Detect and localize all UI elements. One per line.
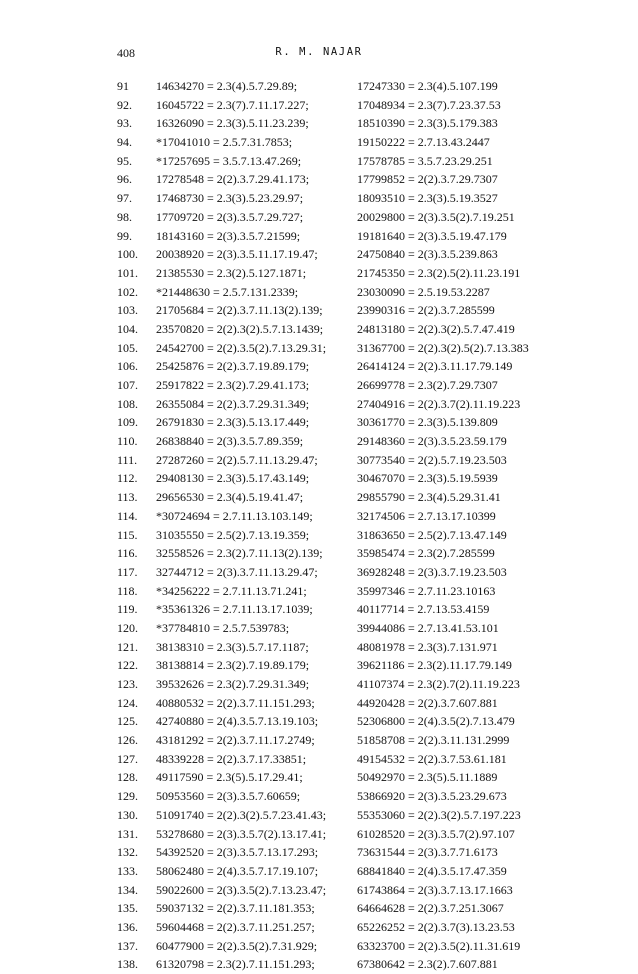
right-factorization: 44920428 = 2(2).3.7.607.881 <box>357 695 498 710</box>
table-row <box>0 787 638 806</box>
page-number: 408 <box>117 46 135 60</box>
table-row <box>0 227 638 246</box>
right-factorization: 61028520 = 2(3).3.5.7(2).97.107 <box>357 826 515 841</box>
row-number: 94. <box>117 135 132 150</box>
table-row <box>0 862 638 881</box>
row-number: 119. <box>117 602 138 617</box>
table-row <box>0 881 638 900</box>
right-factorization: 32174506 = 2.7.13.17.10399 <box>357 508 496 523</box>
table-row <box>0 712 638 731</box>
row-number: 115. <box>117 527 138 542</box>
left-factorization: 24542700 = 2(2).3.5(2).7.13.29.31; <box>156 340 327 355</box>
right-factorization: 18510390 = 2.3(3).5.179.383 <box>357 116 498 131</box>
table-row <box>0 675 638 694</box>
row-number: 107. <box>117 378 138 392</box>
table-row <box>0 918 638 937</box>
table-row <box>0 208 638 227</box>
left-factorization: 59022600 = 2(3).3.5(2).7.13.23.47; <box>156 882 327 897</box>
right-factorization: 51858708 = 2(2).3.11.131.2999 <box>357 733 510 748</box>
table-row <box>0 245 638 264</box>
left-factorization: 42740880 = 2(4).3.5.7.13.19.103; <box>156 714 319 729</box>
left-factorization: 16326090 = 2.3(3).5.11.23.239; <box>156 116 309 131</box>
left-factorization: *17257695 = 3.5.7.13.47.269; <box>156 153 302 168</box>
row-number: 120. <box>117 620 138 635</box>
right-factorization: 35985474 = 2.3(2).7.285599 <box>357 546 495 561</box>
table-row <box>0 114 638 133</box>
table-row <box>0 600 638 619</box>
right-factorization: 27404916 = 2(2).3.7(2).11.19.223 <box>357 396 521 411</box>
table-row <box>0 376 638 395</box>
left-factorization: 40880532 = 2(2).3.7.11.151.293; <box>156 695 315 710</box>
right-factorization: 21745350 = 2.3(2).5(2).11.23.191 <box>357 265 521 280</box>
table-row <box>0 432 638 451</box>
left-factorization: 32558526 = 2.3(2).7.11.13(2).139; <box>156 546 323 561</box>
table-row <box>0 731 638 750</box>
table-row <box>0 301 638 320</box>
left-factorization: 53278680 = 2(3).3.5.7(2).13.17.41; <box>156 826 327 841</box>
row-number: 111. <box>117 452 138 467</box>
table-row <box>0 544 638 563</box>
row-number: 95. <box>117 153 132 168</box>
left-factorization: 31035550 = 2.5(2).7.13.19.359; <box>156 527 310 542</box>
left-factorization: 29408130 = 2.3(3).5.17.43.149; <box>156 471 310 486</box>
table-row <box>0 750 638 769</box>
right-factorization: 30361770 = 2.3(3).5.139.809 <box>357 415 498 430</box>
row-number: 102. <box>117 284 138 299</box>
table-row <box>0 152 638 171</box>
right-factorization: 17578785 = 3.5.7.23.29.251 <box>357 153 493 168</box>
left-factorization: 61320798 = 2.3(2).7.11.151.293; <box>156 957 315 972</box>
row-number: 128. <box>117 770 138 785</box>
row-number: 109. <box>117 415 138 430</box>
left-factorization: 21705684 = 2(2).3.7.11.13(2).139; <box>156 303 323 318</box>
left-factorization: *35361326 = 2.7.11.13.17.1039; <box>156 602 313 617</box>
table-row <box>0 283 638 302</box>
table-row <box>0 619 638 638</box>
table-row <box>0 694 638 713</box>
table-row <box>0 189 638 208</box>
table-row <box>0 339 638 358</box>
table-row <box>0 357 638 376</box>
left-factorization: 21385530 = 2.3(2).5.127.1871; <box>156 265 307 280</box>
left-factorization: 29656530 = 2.3(4).5.19.41.47; <box>156 490 304 505</box>
right-factorization: 26414124 = 2(2).3.11.17.79.149 <box>357 359 513 374</box>
left-factorization: 58062480 = 2(4).3.5.7.17.19.107; <box>156 863 319 878</box>
right-factorization: 29148360 = 2(3).3.5.23.59.179 <box>357 434 507 449</box>
right-factorization: 65226252 = 2(2).3.7(3).13.23.53 <box>357 919 515 934</box>
row-number: 129. <box>117 789 138 804</box>
factorization-table <box>0 77 638 974</box>
right-factorization: 53866920 = 2(3).3.5.23.29.673 <box>357 789 507 804</box>
row-number: 132. <box>117 845 138 860</box>
left-factorization: 59037132 = 2(2).3.7.11.181.353; <box>156 901 315 916</box>
row-number: 126. <box>117 733 138 748</box>
row-number: 105. <box>117 340 138 355</box>
right-factorization: 17247330 = 2.3(4).5.107.199 <box>357 79 498 93</box>
right-factorization: 48081978 = 2.3(3).7.131.971 <box>357 639 498 654</box>
left-factorization: 39532626 = 2.3(2).7.29.31.349; <box>156 677 310 691</box>
right-factorization: 61743864 = 2(3).3.7.13.17.1663 <box>357 882 513 897</box>
right-factorization: 39621186 = 2.3(2).11.17.79.149 <box>357 658 512 673</box>
left-factorization: 38138310 = 2.3(3).5.7.17.1187; <box>156 639 309 654</box>
table-row <box>0 899 638 918</box>
row-number: 100. <box>117 247 138 262</box>
left-factorization: *21448630 = 2.5.7.131.2339; <box>156 284 299 299</box>
left-factorization: *37784810 = 2.5.7.539783; <box>156 620 290 635</box>
row-number: 96. <box>117 172 132 187</box>
right-factorization: 19181640 = 2(3).3.5.19.47.179 <box>357 228 507 243</box>
left-factorization: 60477900 = 2(2).3.5(2).7.31.929; <box>156 938 318 953</box>
row-number: 135. <box>117 901 138 916</box>
table-row <box>0 469 638 488</box>
right-factorization: 63323700 = 2(2).3.5(2).11.31.619 <box>357 938 521 953</box>
table-row <box>0 170 638 189</box>
row-number: 133. <box>117 863 138 878</box>
table-row <box>0 937 638 956</box>
right-factorization: 73631544 = 2(3).3.7.71.6173 <box>357 845 498 860</box>
row-number: 112. <box>117 471 138 486</box>
right-factorization: 36928248 = 2(3).3.7.19.23.503 <box>357 564 507 579</box>
left-factorization: 17468730 = 2.3(3).5.23.29.97; <box>156 191 304 206</box>
right-factorization: 40117714 = 2.7.13.53.4159 <box>357 602 490 617</box>
left-factorization: 26838840 = 2(3).3.5.7.89.359; <box>156 434 304 449</box>
left-factorization: 18143160 = 2(3).3.5.7.21599; <box>156 228 301 243</box>
left-factorization: 51091740 = 2(2).3(2).5.7.23.41.43; <box>156 807 327 822</box>
right-factorization: 20029800 = 2(3).3.5(2).7.19.251 <box>357 209 515 224</box>
left-factorization: 16045722 = 2.3(7).7.11.17.227; <box>156 97 309 112</box>
right-factorization: 64664628 = 2(2).3.7.251.3067 <box>357 901 504 916</box>
row-number: 116. <box>117 546 138 561</box>
left-factorization: 26791830 = 2.3(3).5.13.17.449; <box>156 415 310 430</box>
right-factorization: 67380642 = 2.3(2).7.607.881 <box>357 957 498 972</box>
left-factorization: 38138814 = 2.3(2).7.19.89.179; <box>156 658 310 673</box>
left-factorization: 17709720 = 2(3).3.5.7.29.727; <box>156 209 304 224</box>
row-number: 118. <box>117 583 138 598</box>
row-number: 137. <box>117 938 138 953</box>
table-row <box>0 96 638 115</box>
table-row <box>0 656 638 675</box>
right-factorization: 50492970 = 2.3(5).5.11.1889 <box>357 770 498 785</box>
right-factorization: 23990316 = 2(2).3.7.285599 <box>357 303 495 318</box>
table-row <box>0 768 638 787</box>
left-factorization: *17041010 = 2.5.7.31.7853; <box>156 135 293 150</box>
table-row <box>0 843 638 862</box>
table-row <box>0 507 638 526</box>
row-number: 99. <box>117 228 132 243</box>
right-factorization: 30773540 = 2(2).5.7.19.23.503 <box>357 452 507 467</box>
row-number: 113. <box>117 490 138 505</box>
left-factorization: 54392520 = 2(3).3.5.7.13.17.293; <box>156 845 319 860</box>
table-row <box>0 451 638 470</box>
right-factorization: 23030090 = 2.5.19.53.2287 <box>357 284 490 299</box>
row-number: 125. <box>117 714 138 729</box>
row-number: 134. <box>117 882 138 897</box>
table-row <box>0 77 638 96</box>
right-factorization: 30467070 = 2.3(3).5.19.5939 <box>357 471 498 486</box>
page-header <box>0 46 638 62</box>
left-factorization: 25425876 = 2(2).3.7.19.89.179; <box>156 359 310 374</box>
left-factorization: 26355084 = 2(2).3.7.29.31.349; <box>156 396 310 411</box>
right-factorization: 17048934 = 2.3(7).7.23.37.53 <box>357 97 501 112</box>
row-number: 122. <box>117 658 138 673</box>
row-number: 123. <box>117 677 138 691</box>
left-factorization: 25917822 = 2.3(2).7.29.41.173; <box>156 378 310 392</box>
left-factorization: 23570820 = 2(2).3(2).5.7.13.1439; <box>156 321 324 336</box>
table-row <box>0 582 638 601</box>
right-factorization: 68841840 = 2(4).3.5.17.47.359 <box>357 863 507 878</box>
table-row <box>0 955 638 974</box>
right-factorization: 24813180 = 2(2).3(2).5.7.47.419 <box>357 321 515 336</box>
row-number: 101. <box>117 265 138 280</box>
left-factorization: 14634270 = 2.3(4).5.7.29.89; <box>156 79 298 93</box>
row-number: 124. <box>117 695 138 710</box>
table-row <box>0 825 638 844</box>
right-factorization: 29855790 = 2.3(4).5.29.31.41 <box>357 490 501 505</box>
row-number: 136. <box>117 919 138 934</box>
row-number: 131. <box>117 826 138 841</box>
table-row <box>0 488 638 507</box>
right-factorization: 49154532 = 2(2).3.7.53.61.181 <box>357 751 507 766</box>
table-row <box>0 563 638 582</box>
left-factorization: 20038920 = 2(3).3.5.11.17.19.47; <box>156 247 318 262</box>
row-number: 127. <box>117 751 138 766</box>
table-row <box>0 320 638 339</box>
table-row <box>0 526 638 545</box>
right-factorization: 55353060 = 2(2).3(2).5.7.197.223 <box>357 807 521 822</box>
right-factorization: 26699778 = 2.3(2).7.29.7307 <box>357 378 498 392</box>
row-number: 130. <box>117 807 138 822</box>
table-row <box>0 413 638 432</box>
right-factorization: 17799852 = 2(2).3.7.29.7307 <box>357 172 498 187</box>
left-factorization: 48339228 = 2(2).3.7.17.33851; <box>156 751 307 766</box>
row-number: 108. <box>117 396 138 411</box>
row-number: 110. <box>117 434 138 449</box>
row-number: 104. <box>117 321 138 336</box>
row-number: 103. <box>117 303 138 318</box>
left-factorization: *30724694 = 2.7.11.13.103.149; <box>156 508 313 523</box>
row-number: 121. <box>117 639 138 654</box>
right-factorization: 39944086 = 2.7.13.41.53.101 <box>357 620 499 635</box>
table-row <box>0 806 638 825</box>
table-row <box>0 395 638 414</box>
row-number: 114. <box>117 508 138 523</box>
row-number: 93. <box>117 116 132 131</box>
right-factorization: 24750840 = 2(3).3.5.239.863 <box>357 247 498 262</box>
right-factorization: 52306800 = 2(4).3.5(2).7.13.479 <box>357 714 515 729</box>
row-number: 98. <box>117 209 132 224</box>
left-factorization: 50953560 = 2(3).3.5.7.60659; <box>156 789 301 804</box>
right-factorization: 31367700 = 2(2).3(2).5(2).7.13.383 <box>357 340 529 355</box>
left-factorization: 32744712 = 2(3).3.7.11.13.29.47; <box>156 564 318 579</box>
row-number: 97. <box>117 191 132 206</box>
right-factorization: 31863650 = 2.5(2).7.13.47.149 <box>357 527 507 542</box>
left-factorization: 17278548 = 2(2).3.7.29.41.173; <box>156 172 310 187</box>
row-number: 91 <box>117 79 129 93</box>
right-factorization: 18093510 = 2.3(3).5.19.3527 <box>357 191 498 206</box>
table-row <box>0 264 638 283</box>
right-factorization: 19150222 = 2.7.13.43.2447 <box>357 135 490 150</box>
left-factorization: 59604468 = 2(2).3.7.11.251.257; <box>156 919 315 934</box>
left-factorization: *34256222 = 2.7.11.13.71.241; <box>156 583 307 598</box>
left-factorization: 43181292 = 2(2).3.7.11.17.2749; <box>156 733 315 748</box>
right-factorization: 35997346 = 2.7.11.23.10163 <box>357 583 496 598</box>
row-number: 106. <box>117 359 138 374</box>
running-head: R. M. NAJAR <box>275 46 363 58</box>
left-factorization: 27287260 = 2(2).5.7.11.13.29.47; <box>156 452 318 467</box>
table-row <box>0 133 638 152</box>
row-number: 138. <box>117 957 138 972</box>
row-number: 92. <box>117 97 132 112</box>
row-number: 117. <box>117 564 138 579</box>
left-factorization: 49117590 = 2.3(5).5.17.29.41; <box>156 770 303 785</box>
right-factorization: 41107374 = 2.3(2).7(2).11.19.223 <box>357 677 520 691</box>
table-row <box>0 638 638 657</box>
